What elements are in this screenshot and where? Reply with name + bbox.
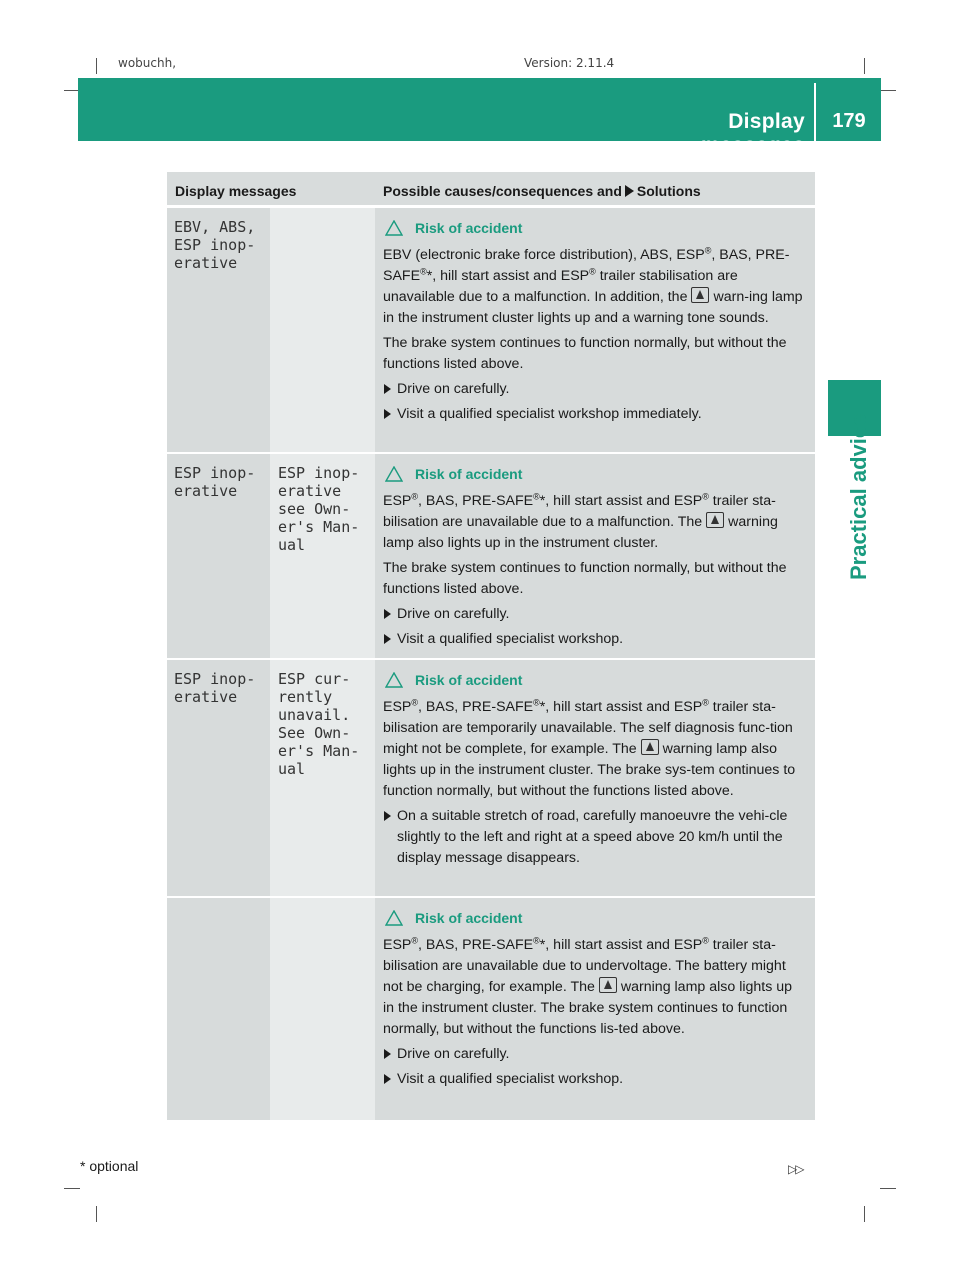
display-message-cell — [270, 898, 375, 1120]
print-info-left: wobuchh, — [118, 56, 177, 70]
page-number: 179 — [832, 110, 866, 132]
warning-lamp-icon — [599, 977, 617, 993]
display-message-cell: ESP inop- erative see Own- er's Man- ual — [270, 454, 375, 658]
step-arrow-icon — [383, 404, 397, 425]
risk-heading: Risk of accident — [385, 672, 807, 688]
solution-cell — [375, 208, 815, 452]
solution-cell — [375, 660, 815, 896]
description-text: ESP®, BAS, PRE-SAFE®*, hill start assist and ESP® trailer sta-bilisation are unavailable due to a malfunction. The warning lamp also lights up in the instrument cluster. — [383, 491, 778, 551]
description-text: The brake system continues to function normally, but without the functions listed above. — [383, 335, 787, 372]
footnote: * optional — [80, 1158, 139, 1174]
warning-lamp-icon — [641, 739, 659, 755]
side-tab-label: Practical advice — [846, 413, 871, 580]
warning-lamp-icon — [706, 512, 724, 528]
display-message-cell — [167, 898, 270, 1120]
warning-triangle-icon — [385, 466, 403, 482]
solution-cell — [375, 454, 815, 658]
step-arrow-icon — [383, 629, 397, 650]
action-step: On a suitable stretch of road, carefully manoeuvre the vehi-cle slightly to the left and right at a speed above 20 km/h until the display message disappears. — [383, 806, 807, 869]
side-tab — [816, 413, 876, 620]
page-title: Display messages — [701, 110, 805, 157]
header-divider — [814, 83, 816, 141]
description-text: The brake system continues to function normally, but without the functions listed above. — [383, 560, 787, 597]
action-step: Visit a qualified specialist workshop. — [383, 629, 807, 650]
print-info-right: Version: 2.11.4 — [524, 56, 615, 70]
crop-mark — [96, 1206, 97, 1222]
action-step: Drive on carefully. — [383, 604, 807, 625]
table-row — [167, 896, 815, 1120]
step-arrow-icon — [383, 604, 397, 625]
action-step: Drive on carefully. — [383, 379, 807, 400]
step-arrow-icon — [383, 806, 397, 869]
warning-triangle-icon — [385, 220, 403, 236]
description-text: ESP®, BAS, PRE-SAFE®*, hill start assist and ESP® trailer sta-bilisation are unavailable due to undervoltage. The battery might not be charging, for example. The warning lamp also lights up in the instrument cluster. The brake system continues to function normally, but without the functions lis-ted above. — [383, 935, 793, 1037]
crop-mark — [880, 90, 896, 91]
display-message-cell: ESP inop- erative — [167, 660, 270, 896]
description-text: EBV (electronic brake force distribution), ABS, ESP®, BAS, PRE-SAFE®*, hill start assist and ESP® trailer stabilisation are unavailable due to a malfunction. In addition, the warn-ing lamp in the instrument cluster lights up and a warning tone sounds. — [383, 245, 803, 326]
table-row — [167, 452, 815, 658]
crop-mark — [880, 1188, 896, 1189]
display-message-cell: ESP cur- rently unavail. See Own- er's Man- ual — [270, 660, 375, 896]
arrow-icon — [625, 185, 634, 197]
warning-triangle-icon — [385, 672, 403, 688]
messages-table — [167, 172, 815, 1120]
continue-marker-icon: ▷▷ — [788, 1162, 803, 1176]
warning-triangle-icon — [385, 910, 403, 926]
crop-mark — [64, 1188, 80, 1189]
col-header-causes: Possible causes/consequences and Solutions — [383, 183, 701, 199]
step-arrow-icon — [383, 1069, 397, 1090]
table-header — [167, 172, 815, 206]
table-row — [167, 206, 815, 452]
action-step: Visit a qualified specialist workshop. — [383, 1069, 807, 1090]
col-header-display-messages: Display messages — [175, 183, 297, 199]
risk-heading: Risk of accident — [385, 910, 807, 926]
description-text: ESP®, BAS, PRE-SAFE®*, hill start assist and ESP® trailer sta-bilisation are temporarily unavailable. The self diagnosis func-tion might not be complete, for example. The warning lamp also lights up in the instrument cluster. The brake sys-tem continues to function normally, but without the functions listed above. — [383, 697, 796, 799]
step-arrow-icon — [383, 1044, 397, 1065]
warning-lamp-icon — [691, 287, 709, 303]
solution-cell — [375, 898, 815, 1120]
display-message-cell — [270, 208, 375, 452]
step-arrow-icon — [383, 379, 397, 400]
action-step: Drive on carefully. — [383, 1044, 807, 1065]
crop-mark — [864, 58, 865, 74]
crop-mark — [96, 58, 97, 74]
crop-mark — [864, 1206, 865, 1222]
action-step: Visit a qualified specialist workshop immediately. — [383, 404, 807, 425]
display-message-cell: ESP inop- erative — [167, 454, 270, 658]
risk-heading: Risk of accident — [385, 466, 807, 482]
risk-heading: Risk of accident — [385, 220, 807, 236]
display-message-cell: EBV, ABS, ESP inop- erative — [167, 208, 270, 452]
table-row — [167, 658, 815, 896]
